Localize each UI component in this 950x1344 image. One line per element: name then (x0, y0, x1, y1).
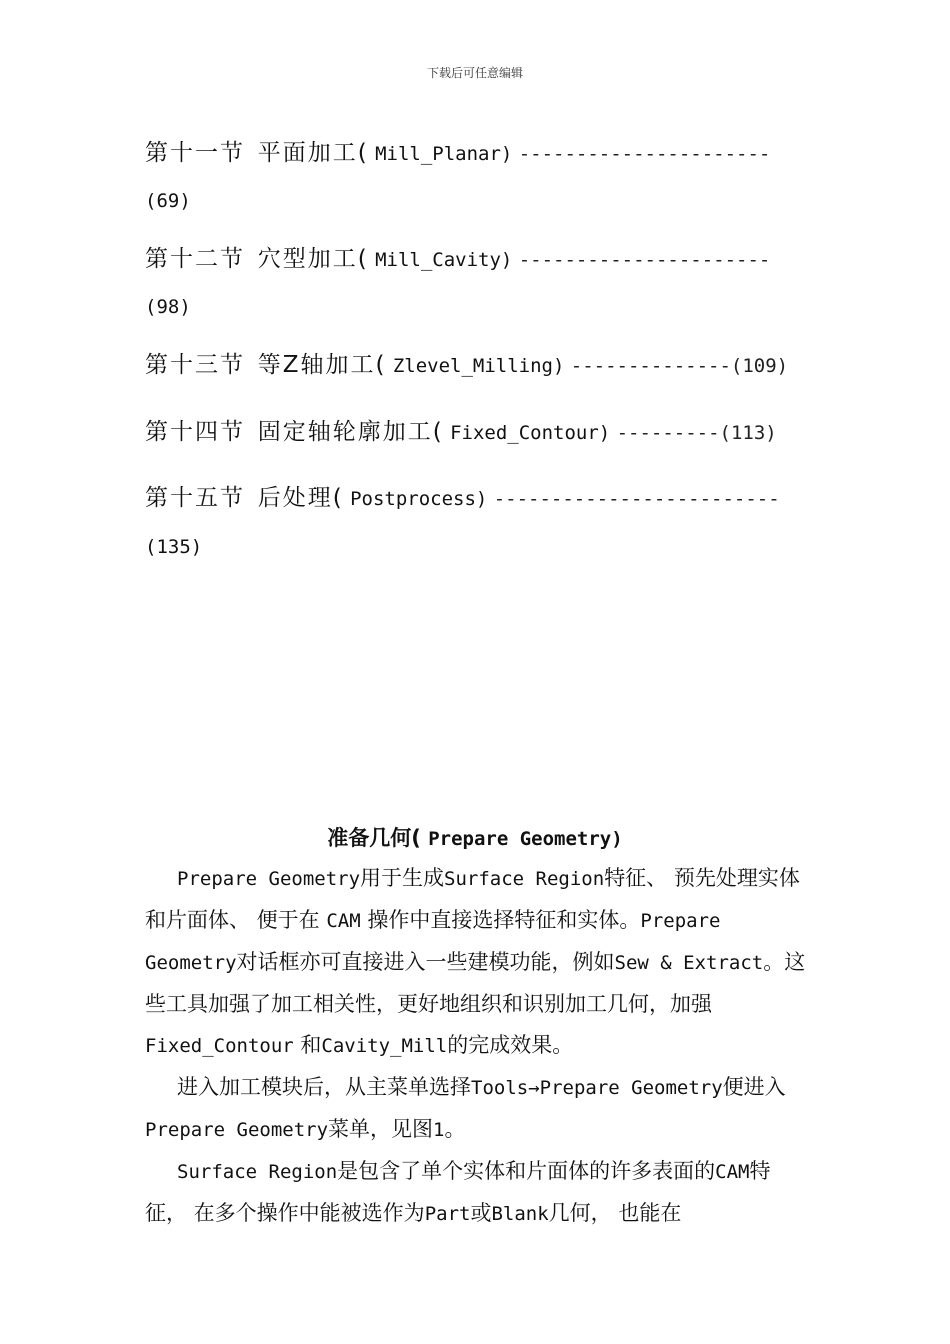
toc-leader: ---------------------- (518, 143, 771, 165)
paragraph-text: 和 (293, 1033, 322, 1057)
toc-section-title: 后处理( (257, 485, 344, 511)
toc-section-code: Postprocess) (350, 488, 488, 510)
paragraph-text: 。 (444, 1117, 466, 1141)
inline-term: Part (424, 1203, 471, 1225)
body-paragraph (145, 1067, 810, 1151)
toc-section-title: 平面加工( (257, 140, 369, 166)
toc-section-title: 等Z轴加工( (257, 352, 387, 378)
body-text (145, 858, 810, 1235)
toc-page-number: (98) (145, 296, 191, 318)
toc-section-number: 第十二节 (145, 246, 245, 272)
toc-leader: ---------------------- (518, 249, 771, 271)
inline-term: Prepare Geometry (177, 868, 361, 890)
paragraph-text: 特征、 预先处理实体和片面体、 便于在 (145, 866, 800, 932)
paragraph-text: 便进入 (722, 1075, 786, 1099)
toc-section-code: Fixed_Contour) (450, 422, 611, 444)
inline-term: Prepare Geometry (145, 910, 721, 974)
paragraph-text: 菜单，见图 (328, 1117, 434, 1141)
toc-section-title: 穴型加工( (257, 246, 369, 272)
toc-section-title: 固定轴轮廓加工( (257, 419, 444, 445)
toc-entry (145, 346, 810, 382)
inline-term: Prepare Geometry (145, 1119, 329, 1141)
toc-leader: ---------(113) (616, 422, 777, 444)
body-paragraph (145, 858, 810, 1067)
section-heading-cn: 准备几何( (327, 826, 421, 850)
paragraph-text: 。这些工具加强了加工相关性，更好地组织和识别加工几何，加强 (145, 950, 806, 1016)
paragraph-text: 是包含了单个实体和片面体的许多表面的 (337, 1159, 716, 1183)
paragraph-text: 特征， 在多个操作中能被选作为 (145, 1159, 771, 1225)
toc-entry (145, 240, 810, 276)
header-note: 下载后可任意编辑 (426, 66, 523, 80)
paragraph-text: 操作中直接选择特征和实体。 (360, 908, 641, 932)
inline-term: Surface Region (444, 868, 605, 890)
toc-section-code: Mill_Cavity) (375, 249, 513, 271)
inline-term: Blank (491, 1203, 549, 1225)
toc-leader: --------------(109) (570, 355, 789, 377)
inline-term: 1 (433, 1119, 445, 1141)
paragraph-text: 几何， 也能在 (548, 1201, 682, 1225)
section-heading (0, 822, 950, 852)
inline-term: Surface Region (177, 1161, 338, 1183)
inline-term: Sew & Extract (614, 952, 764, 974)
paragraph-text: 对话框亦可直接进入一些建模功能，例如 (236, 950, 615, 974)
inline-term: Cavity_Mill (321, 1035, 448, 1057)
paragraph-text: 的完成效果。 (447, 1033, 574, 1057)
toc-entry (145, 479, 810, 515)
toc-page-number: (135) (145, 536, 203, 558)
toc-section-number: 第十五节 (145, 485, 245, 511)
toc-section-code: Mill_Planar) (375, 143, 513, 165)
inline-term: CAM (715, 1161, 750, 1183)
paragraph-text: 或 (470, 1201, 492, 1225)
paragraph-text: 进入加工模块后，从主菜单选择 (177, 1075, 471, 1099)
paragraph-text: 用于生成 (360, 866, 445, 890)
toc-section-number: 第十一节 (145, 140, 245, 166)
inline-term: Fixed_Contour (145, 1035, 294, 1057)
section-heading-en: Prepare Geometry) (428, 828, 623, 850)
body-paragraph (145, 1151, 810, 1235)
toc-section-number: 第十四节 (145, 419, 245, 445)
inline-term: CAM (326, 910, 361, 932)
toc-section-code: Zlevel_Milling) (392, 355, 565, 377)
toc-page-number: (69) (145, 190, 191, 212)
toc-entry (145, 134, 810, 170)
toc-leader: ------------------------- (493, 488, 780, 510)
toc-section-number: 第十三节 (145, 352, 245, 378)
toc-entry (145, 413, 810, 449)
inline-term: Tools→Prepare Geometry (471, 1077, 723, 1099)
